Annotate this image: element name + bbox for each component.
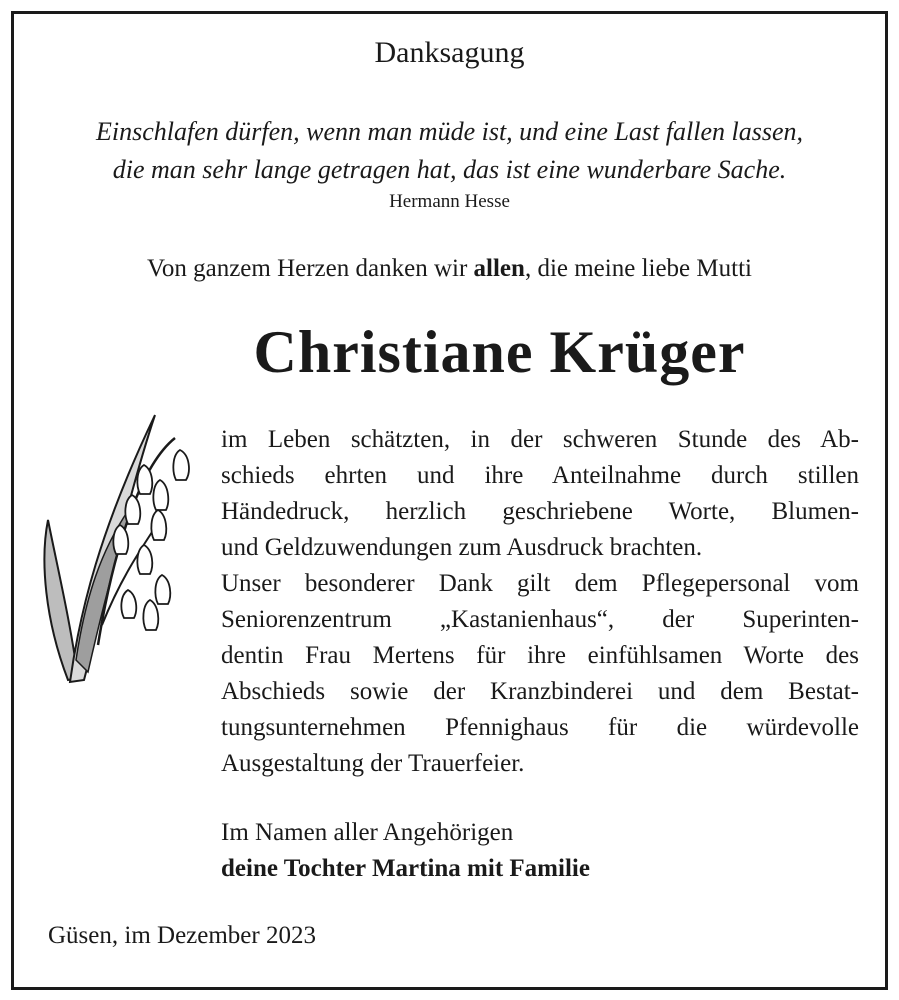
signature-line-1: Im Namen aller Angehörigen	[221, 819, 514, 846]
quote-line-1: Einschlafen dürfen, wenn man müde ist, und eine Last fallen lassen,	[96, 117, 803, 146]
body-line: Händedruck, herzlich geschriebene Worte, Blumen-	[221, 498, 859, 525]
lily-of-the-valley-icon	[40, 410, 190, 690]
heading: Danksagung	[374, 36, 525, 69]
body-line: und Geldzuwendungen zum Ausdruck brachten.	[221, 534, 703, 561]
body-line: schieds ehrten und ihre Anteilnahme durch stillen	[221, 462, 859, 489]
intro-after: , die meine liebe Mutti	[524, 255, 752, 282]
intro-bold: allen	[473, 255, 525, 282]
body-line: im Leben schätzten, in der schweren Stunde des Ab-	[221, 426, 859, 453]
intro-text	[0, 255, 899, 283]
body-text	[221, 422, 859, 782]
signature	[221, 815, 590, 887]
place-date: Güsen, im Dezember 2023	[48, 922, 316, 949]
signature-family: deine Tochter Martina mit Familie	[221, 855, 590, 882]
intro-before: Von ganzem Herzen danken wir	[147, 255, 474, 282]
body-line: Seniorenzentrum „Kastanienhaus“, der Superinten-	[221, 606, 859, 633]
quote-author: Hermann Hesse	[389, 191, 510, 212]
body-line: dentin Frau Mertens für ihre einfühlsamen Worte des	[221, 642, 859, 669]
body-line: Ausgestaltung der Trauerfeier.	[221, 750, 525, 777]
deceased-name: Christiane Krüger	[253, 319, 746, 385]
body-line: Abschieds sowie der Kranzbinderei und dem Bestat-	[221, 678, 859, 705]
quote	[0, 113, 899, 189]
body-line: Unser besonderer Dank gilt dem Pflegepersonal vom	[221, 570, 859, 597]
quote-line-2: die man sehr lange getragen hat, das ist eine wunderbare Sache.	[112, 155, 787, 184]
body-line: tungsunternehmen Pfennighaus für die würdevolle	[221, 714, 859, 741]
